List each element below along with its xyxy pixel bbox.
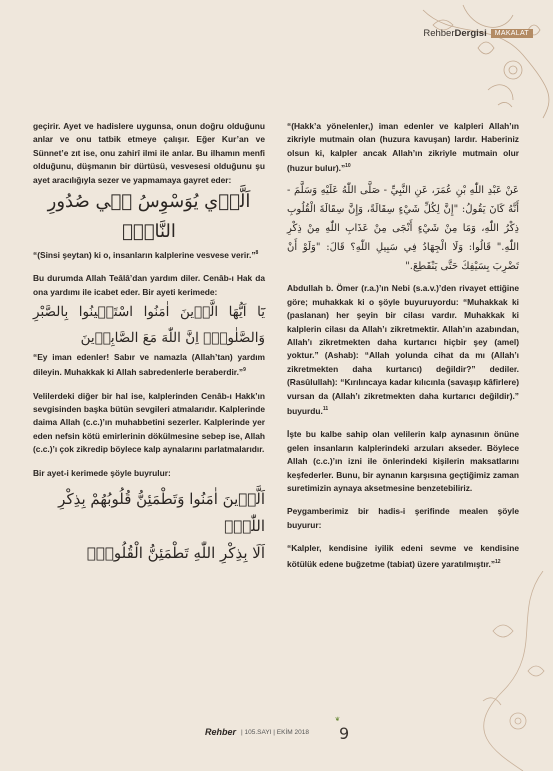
magazine-header: [423, 28, 533, 39]
footer-logo: Rehber: [205, 727, 237, 737]
magazine-brand: RehberDergisi: [423, 28, 487, 39]
floral-ornament-top-right: [403, 0, 553, 120]
floral-ornament-bottom-right: [433, 571, 553, 771]
paragraph: geçirir. Ayet ve hadislere uygunsa, onun doğru olduğunu anlar ve onu tatbik etmeye çalışır. Eğer Kur’an ve Sünnet’e zıt ise, onu zahirî ilmi ile anlar. Bu ilhamın menfi olduğunu, düşmanın bir dürtüsü, vesvesesi olduğunu şu ayet aracılığıyla sezer ve yapmamaya gayret eder:: [33, 121, 265, 185]
verse-translation: “(Sinsi şeytan) ki o, insanların kalplerine vesvese verir.”$^8$: [33, 249, 259, 260]
verse-translation: “Ey iman edenler! Sabır ve namazla (Allah’tan) yardım dileyin. Muhakkak ki Allah sabredenlerle beraberdir.”$^9$: [33, 352, 265, 378]
paragraph: Peygamberimiz bir hadis-i şerifinde mealen şöyle buyurur:: [287, 506, 519, 530]
page-footer: [205, 727, 309, 737]
section-tag: MAKALAT: [491, 29, 533, 38]
paragraph: Bir ayet-i kerimede şöyle buyrulur:: [33, 467, 171, 478]
right-column: [287, 120, 519, 571]
hadith-translation: “Kalpler, kendisine iyilik edeni sevme ve kendisine kötülük edene buğzetme (tabiat) üzere yaratılmıştır.”$^{12}$: [287, 543, 519, 569]
issue-info: | 105.SAYI | EKİM 2018: [241, 728, 309, 736]
arabic-verse: اَلَّذ۪ي يُوَسْوِسُ ف۪ي صُدُورِ النَّاسِۙ: [47, 191, 251, 243]
hadith-translation: Abdullah b. Ömer (r.a.)’ın Nebi (s.a.v.)’den rivayet ettiğine göre; muhakkak ki o şöyle buyuruyordu: “Muhakkak ki (paslanan) her şeyin bir cilası vardır. Muhakkak ki kalplerin cilası da Allah’ı zikretmektir. Allah’ın azabından, Allah’ı zikretmekten daha kurtarıcı hiçbir şey (amel) yoktur.” (Ashab): “Allah yolunda cihat da mı (Allah’ı zikretmekten daha kurtarıcı) değildir?” dediler. (Rasûlullah): “Kırılıncaya kadar kılıcınla (savaşıp kâfirlere) vursan da (Allah’ı zikretmekten daha kurtarıcı değildir).” buyurdu.$^{11}$: [287, 283, 519, 416]
arabic-verse: يَٓا اَيُّهَا الَّذ۪ينَ اٰمَنُوا اسْتَع۪ينُوا بِالصَّبْرِ وَالصَّلٰوةِۜ اِنَّ اللّٰهَ مَعَ الصَّابِر۪ينَ: [33, 304, 265, 347]
left-column: [33, 120, 265, 567]
arabic-verse: اَلَا بِذِكْرِ اللّٰهِ تَطْمَئِنُّ الْقُلُوبُۜ: [86, 544, 265, 563]
arabic-verse: اَلَّذ۪ينَ اٰمَنُوا وَتَطْمَئِنُّ قُلُوبُهُمْ بِذِكْرِ اللّٰهِۜ: [58, 490, 265, 536]
arabic-hadith: عَنْ عَبْدِ اللّٰهِ بْنِ عُمَرَ، عَنِ النَّبِيِّ - صَلَّى اللّٰهُ عَلَيْهِ وَسَلَّمَ - أَنَّهُ كَانَ يَقُولُ: "إِنَّ لِكُلِّ شَيْءٍ سِقَالَةً، وَإِنَّ سِقَالَةَ الْقُلُوبِ ذِكْرُ اللّٰهِ، وَمَا مِنْ شَيْءٍ أَنْجَى مِنْ عَذَابِ اللّٰهِ مِنْ ذِكْرِ اللّٰهِ." قَالُوا: وَلَا الْجِهَادُ فِي سَبِيلِ اللّٰهِ؟ قَالَ: "وَلَوْ أَنْ تَضْرِبَ بِسَيْفِكَ حَتَّى يَنْقَطِعَ.": [287, 185, 519, 273]
leaf-icon: ❦: [335, 717, 341, 723]
paragraph: İşte bu kalbe sahip olan velilerin kalp aynasının önüne gelen insanların kalplerindeki arzuları akseder. Böylece Allah (c.c.)’ın izni ile önlerindeki kişilerin maksatlarını keşfederler. Bunu, bir aynanın karşısına geçtiğimiz zaman suretimizin aynaya aksetmesine benzetebiliriz.: [287, 429, 519, 493]
verse-translation: “(Hakk’a yönelenler,) iman edenler ve kalpleri Allah’ın zikriyle mutmain olan (huzura kavuşan) lardır. Haberiniz olsun ki, kalpler ancak Allah’ın zikriyle mutmain olur (huzur bulur).”$^{10}$: [287, 121, 519, 174]
page-number: 9: [339, 724, 350, 743]
paragraph: Velilerdeki diğer bir hal ise, kalplerinden Cenâb-ı Hakk’ın sevgisinden başka bütün sevgileri atmalarıdır. Kalplerinde daima Allah (c.c.)’ın muhabbetini sezerler. Kalplerinde yer eden nefsin kötü emirlerinin dökülmesine sebep ise, Allah (c.c.)’ı çok zikredip böylece kalp aynalarını parlatmalarıdır.: [33, 390, 265, 455]
paragraph: Bu durumda Allah Teâlâ’dan yardım diler. Cenâb-ı Hak da ona yardımı ile icabet eder. Bir ayeti kerimede:: [33, 273, 265, 297]
